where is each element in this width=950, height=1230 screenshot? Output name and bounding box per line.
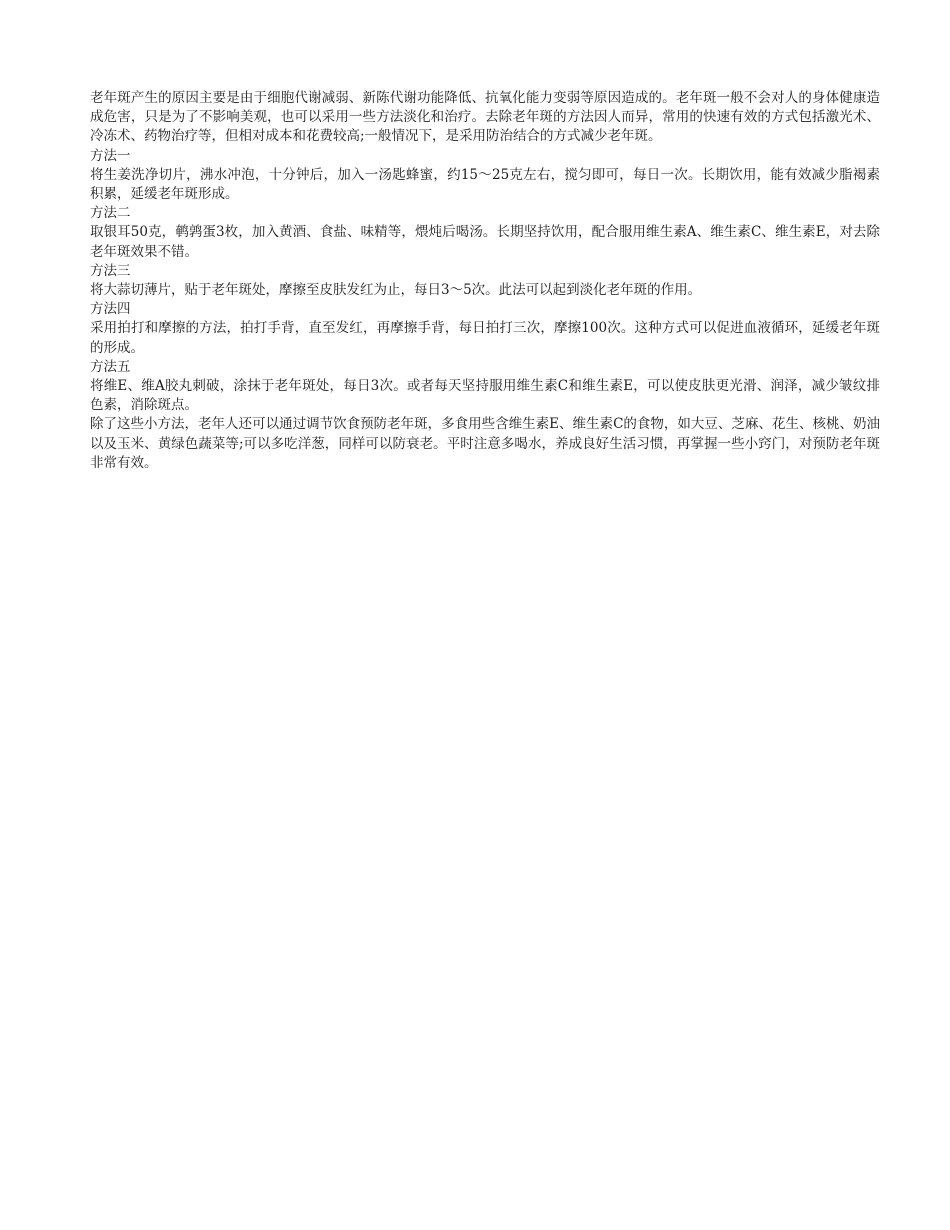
method-5-body: 将维E、维A胶丸刺破，涂抹于老年斑处，每日3次。或者每天坚持服用维生素C和维生素E，可以使皮肤更光滑、润泽，减少皱纹排色素，消除斑点。 bbox=[90, 378, 880, 414]
method-2-body: 取银耳50克，鹌鹑蛋3枚，加入黄酒、食盐、味精等，煨炖后喝汤。长期坚持饮用，配合服用维生素A、维生素C、维生素E，对去除老年斑效果不错。 bbox=[90, 224, 880, 260]
method-3-body: 将大蒜切薄片，贴于老年斑处，摩擦至皮肤发红为止，每日3～5次。此法可以起到淡化老年斑的作用。 bbox=[90, 282, 702, 299]
method-2-title: 方法二 bbox=[90, 205, 131, 222]
method-4-title: 方法四 bbox=[90, 301, 131, 318]
intro-paragraph: 老年斑产生的原因主要是由于细胞代谢减弱、新陈代谢功能降低、抗氧化能力变弱等原因造成的。老年斑一般不会对人的身体健康造成危害，只是为了不影响美观，也可以采用一些方法淡化和治疗。去除老年斑的方法因人而异，常用的快速有效的方式包括激光术、冷冻术、药物治疗等，但相对成本和花费较高;一般情况下，是采用防治结合的方式减少老年斑。 bbox=[90, 90, 880, 145]
method-3-title: 方法三 bbox=[90, 262, 131, 279]
method-5-title: 方法五 bbox=[90, 358, 131, 375]
method-1-title: 方法一 bbox=[90, 147, 131, 164]
method-4-body: 采用拍打和摩擦的方法，拍打手背，直至发红，再摩擦手背，每日拍打三次，摩擦100次。这种方式可以促进血液循环，延缓老年斑的形成。 bbox=[90, 320, 880, 356]
conclusion-paragraph: 除了这些小方法，老年人还可以通过调节饮食预防老年斑，多食用些含维生素E、维生素C的食物，如大豆、芝麻、花生、核桃、奶油以及玉米、黄绿色蔬菜等;可以多吃洋葱，同样可以防衰老。平时注意多喝水，养成良好生活习惯，再掌握一些小窍门，对预防老年斑非常有效。 bbox=[90, 416, 880, 471]
method-1-body: 将生姜洗净切片，沸水冲泡，十分钟后，加入一汤匙蜂蜜，约15～25克左右，搅匀即可，每日一次。长期饮用，能有效减少脂褐素积累，延缓老年斑形成。 bbox=[90, 166, 880, 203]
document-body bbox=[90, 89, 880, 473]
